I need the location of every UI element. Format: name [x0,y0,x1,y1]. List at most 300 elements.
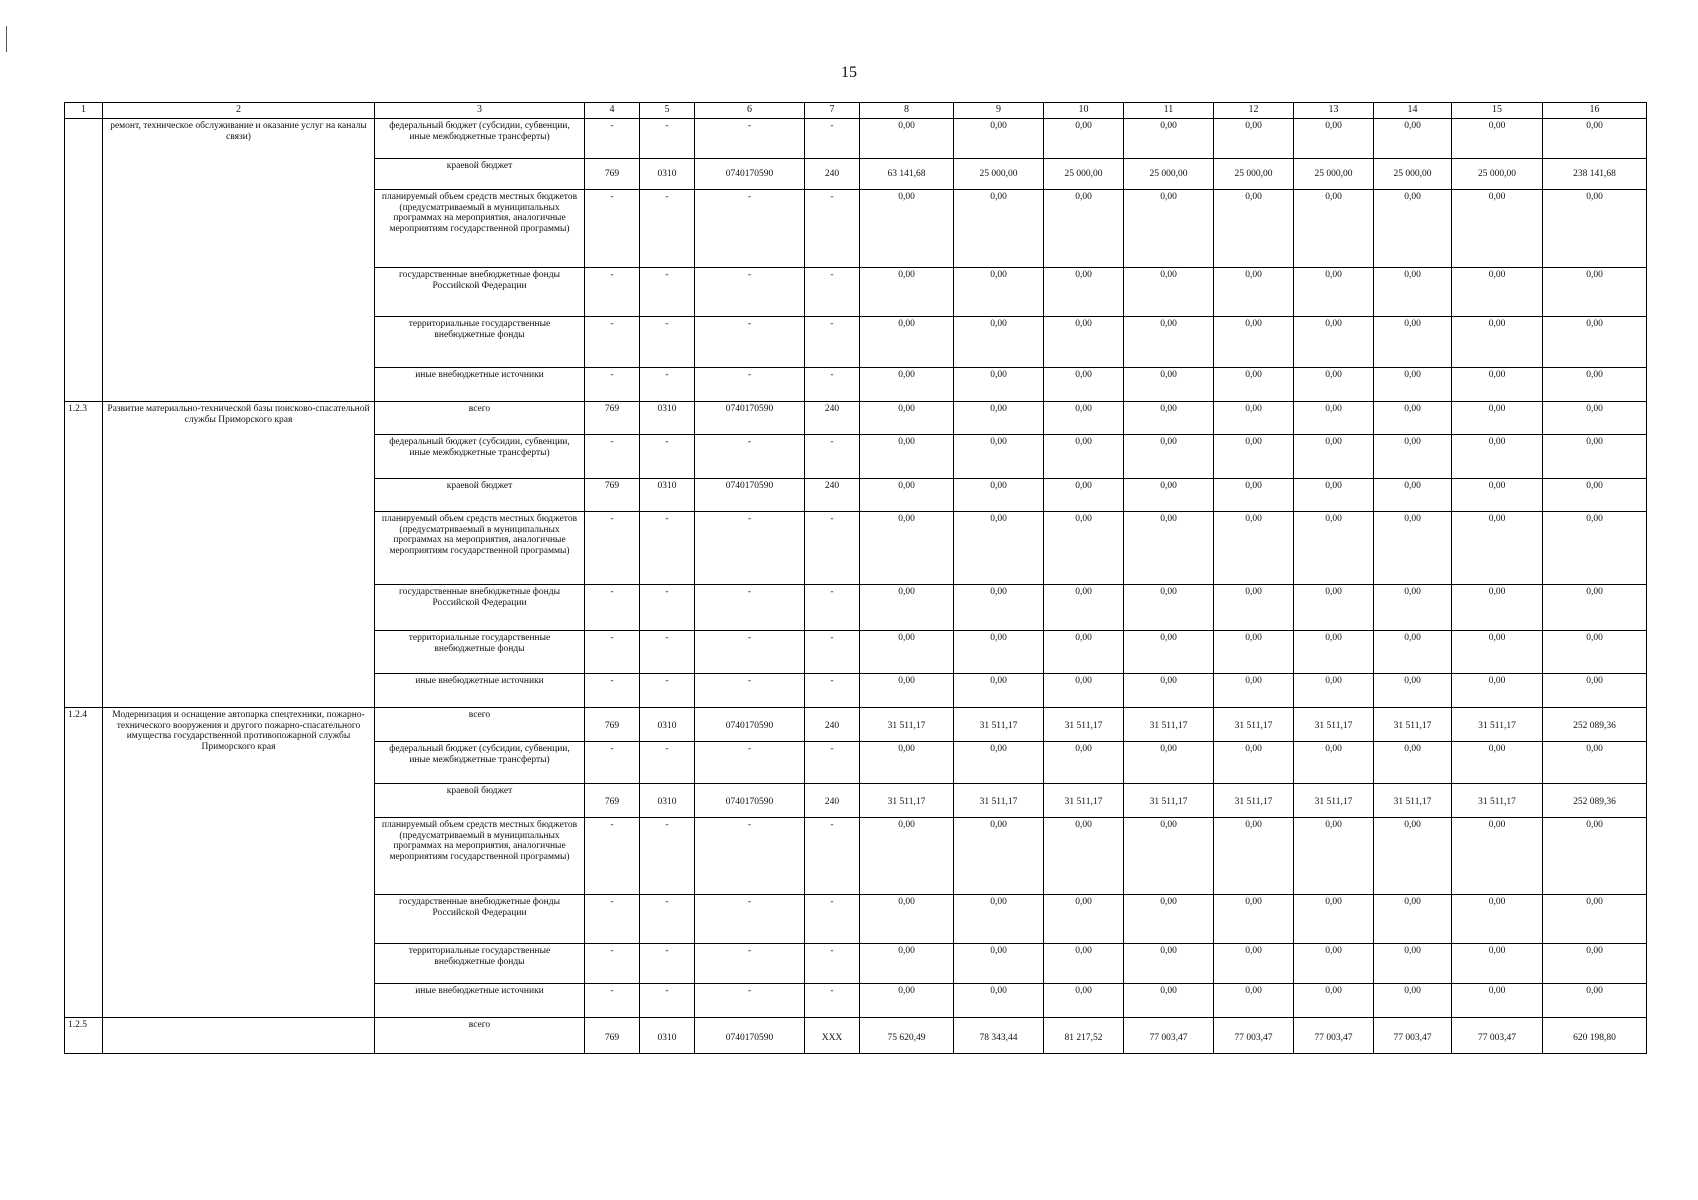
budget-code-cell: 0740170590 [695,159,805,190]
budget-code-cell: - [640,317,695,368]
column-header-4: 4 [585,103,640,119]
funding-source: иные внебюджетные источники [375,984,585,1018]
funding-source: государственные внебюджетные фонды Российской Федерации [375,895,585,944]
amount-cell: 0,00 [1374,402,1452,435]
item-index [65,119,103,402]
budget-code-cell: - [695,944,805,984]
budget-code-cell: 0740170590 [695,708,805,742]
amount-cell: 0,00 [1374,631,1452,674]
amount-cell: 0,00 [1452,944,1543,984]
amount-cell: 0,00 [1374,944,1452,984]
amount-cell: 0,00 [1214,119,1294,159]
budget-code-cell: 240 [805,479,860,512]
budget-code-cell: - [640,742,695,784]
amount-cell: 0,00 [1124,368,1214,402]
amount-cell: 0,00 [1543,368,1647,402]
budget-code-cell: - [640,119,695,159]
amount-cell: 0,00 [1543,435,1647,479]
column-header-7: 7 [805,103,860,119]
budget-code-cell: - [805,944,860,984]
amount-cell: 25 000,00 [1214,159,1294,190]
amount-cell: 0,00 [954,479,1044,512]
amount-cell: 31 511,17 [1124,784,1214,818]
budget-code-cell: 0740170590 [695,479,805,512]
budget-code-cell: - [640,674,695,708]
amount-cell: 0,00 [860,984,954,1018]
amount-cell: 77 003,47 [1124,1018,1214,1054]
amount-cell: 0,00 [860,818,954,895]
amount-cell: 31 511,17 [1294,708,1374,742]
amount-cell: 0,00 [860,742,954,784]
column-header-15: 15 [1452,103,1543,119]
amount-cell: 78 343,44 [954,1018,1044,1054]
amount-cell: 0,00 [1044,119,1124,159]
funding-source: краевой бюджет [375,479,585,512]
page-number: 15 [841,64,857,81]
amount-cell: 0,00 [954,512,1044,585]
table-row [65,1018,1647,1054]
budget-code-cell: - [640,585,695,631]
column-header-10: 10 [1044,103,1124,119]
amount-cell: 75 620,49 [860,1018,954,1054]
budget-code-cell: - [585,944,640,984]
amount-cell: 0,00 [1452,512,1543,585]
amount-cell: 0,00 [1543,674,1647,708]
budget-code-cell: 0310 [640,402,695,435]
amount-cell: 0,00 [1214,512,1294,585]
amount-cell: 252 089,36 [1543,708,1647,742]
amount-cell: 0,00 [1374,317,1452,368]
amount-cell: 0,00 [1214,895,1294,944]
budget-code-cell: - [805,268,860,317]
amount-cell: 0,00 [954,944,1044,984]
budget-code-cell: 0310 [640,708,695,742]
budget-code-cell: - [640,895,695,944]
amount-cell: 0,00 [954,435,1044,479]
amount-cell: 25 000,00 [1452,159,1543,190]
amount-cell: 31 511,17 [1214,784,1294,818]
budget-code-cell: - [805,984,860,1018]
funding-source: федеральный бюджет (субсидии, субвенции, иные межбюджетные трансферты) [375,742,585,784]
amount-cell: 0,00 [1044,190,1124,268]
amount-cell: 0,00 [1452,317,1543,368]
amount-cell: 0,00 [1452,818,1543,895]
budget-code-cell: - [695,895,805,944]
budget-code-cell: - [585,984,640,1018]
column-header-16: 16 [1543,103,1647,119]
amount-cell: 0,00 [1044,818,1124,895]
budget-code-cell: 240 [805,402,860,435]
amount-cell: 0,00 [1124,479,1214,512]
amount-cell: 0,00 [1214,479,1294,512]
table-body [65,119,1647,1054]
amount-cell: 0,00 [860,479,954,512]
budget-code-cell: - [585,190,640,268]
budget-code-cell: XXX [805,1018,860,1054]
amount-cell: 0,00 [1124,631,1214,674]
budget-code-cell: - [695,119,805,159]
amount-cell: 0,00 [1543,317,1647,368]
amount-cell: 31 511,17 [1374,708,1452,742]
budget-code-cell: - [805,674,860,708]
amount-cell: 25 000,00 [1294,159,1374,190]
column-header-8: 8 [860,103,954,119]
table-row [65,708,1647,742]
budget-code-cell: - [805,818,860,895]
funding-source: территориальные государственные внебюджетные фонды [375,631,585,674]
funding-source: краевой бюджет [375,784,585,818]
funding-source: государственные внебюджетные фонды Российской Федерации [375,268,585,317]
amount-cell: 0,00 [1543,479,1647,512]
amount-cell: 0,00 [1294,984,1374,1018]
amount-cell: 0,00 [1044,944,1124,984]
item-name: Модернизация и оснащение автопарка спецтехники, пожарно-технического вооружения и другого пожарно-спасательного имущества государственной противопожарной службы Приморского края [103,708,375,1018]
amount-cell: 77 003,47 [1214,1018,1294,1054]
amount-cell: 0,00 [860,317,954,368]
budget-code-cell: - [585,119,640,159]
amount-cell: 31 511,17 [860,708,954,742]
amount-cell: 0,00 [1374,742,1452,784]
budget-code-cell: 0310 [640,1018,695,1054]
budget-code-cell: 0740170590 [695,1018,805,1054]
budget-code-cell: - [695,512,805,585]
budget-code-cell: - [805,119,860,159]
item-index: 1.2.3 [65,402,103,708]
amount-cell: 252 089,36 [1543,784,1647,818]
budget-code-cell: - [585,435,640,479]
amount-cell: 0,00 [954,674,1044,708]
amount-cell: 0,00 [1374,435,1452,479]
amount-cell: 31 511,17 [1294,784,1374,818]
amount-cell: 0,00 [1294,895,1374,944]
column-header-2: 2 [103,103,375,119]
amount-cell: 0,00 [1044,674,1124,708]
budget-code-cell: - [805,435,860,479]
amount-cell: 0,00 [860,631,954,674]
column-header-1: 1 [65,103,103,119]
amount-cell: 0,00 [1543,402,1647,435]
header-row [65,103,1647,119]
amount-cell: 0,00 [1452,402,1543,435]
amount-cell: 25 000,00 [1374,159,1452,190]
budget-code-cell: 0740170590 [695,402,805,435]
amount-cell: 0,00 [860,944,954,984]
amount-cell: 0,00 [1294,512,1374,585]
budget-code-cell: - [805,368,860,402]
budget-code-cell: - [585,512,640,585]
amount-cell: 0,00 [1044,368,1124,402]
budget-table [64,102,1647,1054]
amount-cell: 63 141,68 [860,159,954,190]
amount-cell: 0,00 [1294,317,1374,368]
budget-code-cell: - [695,984,805,1018]
funding-source: иные внебюджетные источники [375,674,585,708]
budget-code-cell: - [805,512,860,585]
amount-cell: 0,00 [1214,585,1294,631]
amount-cell: 0,00 [954,818,1044,895]
amount-cell: 620 198,80 [1543,1018,1647,1054]
amount-cell: 238 141,68 [1543,159,1647,190]
budget-code-cell: - [640,944,695,984]
amount-cell: 0,00 [1294,368,1374,402]
budget-code-cell: 240 [805,708,860,742]
amount-cell: 0,00 [1124,944,1214,984]
amount-cell: 0,00 [954,895,1044,944]
budget-code-cell: - [585,818,640,895]
amount-cell: 0,00 [1214,317,1294,368]
amount-cell: 31 511,17 [1044,784,1124,818]
budget-code-cell: - [585,674,640,708]
amount-cell: 0,00 [1124,435,1214,479]
column-header-6: 6 [695,103,805,119]
amount-cell: 0,00 [1543,895,1647,944]
budget-code-cell: 0310 [640,784,695,818]
amount-cell: 0,00 [1124,674,1214,708]
amount-cell: 0,00 [1044,402,1124,435]
amount-cell: 0,00 [1452,119,1543,159]
amount-cell: 0,00 [1294,944,1374,984]
budget-code-cell: - [585,742,640,784]
amount-cell: 0,00 [1294,190,1374,268]
budget-code-cell: 769 [585,159,640,190]
amount-cell: 31 511,17 [1452,784,1543,818]
amount-cell: 0,00 [860,190,954,268]
column-header-13: 13 [1294,103,1374,119]
column-header-9: 9 [954,103,1044,119]
amount-cell: 0,00 [1124,317,1214,368]
budget-code-cell: - [640,818,695,895]
budget-code-cell: - [585,317,640,368]
amount-cell: 77 003,47 [1374,1018,1452,1054]
budget-code-cell: - [695,190,805,268]
budget-code-cell: 769 [585,402,640,435]
amount-cell: 0,00 [1294,585,1374,631]
scan-edge-mark [6,26,7,52]
amount-cell: 0,00 [1124,742,1214,784]
budget-code-cell: 240 [805,159,860,190]
amount-cell: 0,00 [1044,585,1124,631]
budget-code-cell: - [585,585,640,631]
amount-cell: 0,00 [860,368,954,402]
budget-code-cell: - [640,435,695,479]
budget-code-cell: - [585,895,640,944]
amount-cell: 0,00 [1374,818,1452,895]
amount-cell: 0,00 [1214,402,1294,435]
amount-cell: 0,00 [1214,631,1294,674]
amount-cell: 0,00 [1214,190,1294,268]
funding-source: краевой бюджет [375,159,585,190]
budget-code-cell: - [695,368,805,402]
amount-cell: 0,00 [1044,742,1124,784]
amount-cell: 0,00 [1543,742,1647,784]
amount-cell: 0,00 [1452,268,1543,317]
amount-cell: 0,00 [860,268,954,317]
budget-code-cell: 769 [585,479,640,512]
budget-code-cell: - [695,631,805,674]
amount-cell: 25 000,00 [1044,159,1124,190]
amount-cell: 0,00 [1214,984,1294,1018]
amount-cell: 0,00 [1124,402,1214,435]
amount-cell: 0,00 [1124,984,1214,1018]
budget-code-cell: - [805,742,860,784]
column-header-5: 5 [640,103,695,119]
budget-code-cell: - [585,631,640,674]
amount-cell: 0,00 [1374,512,1452,585]
amount-cell: 0,00 [1452,895,1543,944]
amount-cell: 0,00 [1294,674,1374,708]
amount-cell: 0,00 [1452,674,1543,708]
amount-cell: 0,00 [954,368,1044,402]
amount-cell: 31 511,17 [1044,708,1124,742]
budget-code-cell: 0310 [640,159,695,190]
amount-cell: 0,00 [1374,268,1452,317]
amount-cell: 0,00 [1214,674,1294,708]
amount-cell: 0,00 [1543,585,1647,631]
amount-cell: 0,00 [1374,119,1452,159]
amount-cell: 0,00 [860,585,954,631]
budget-code-cell: 769 [585,708,640,742]
amount-cell: 0,00 [1543,268,1647,317]
amount-cell: 0,00 [1452,742,1543,784]
amount-cell: 0,00 [1452,368,1543,402]
amount-cell: 0,00 [1294,435,1374,479]
amount-cell: 0,00 [1374,674,1452,708]
funding-source: федеральный бюджет (субсидии, субвенции, иные межбюджетные трансферты) [375,435,585,479]
budget-code-cell: - [695,435,805,479]
funding-source: планируемый объем средств местных бюджетов (предусматриваемый в муниципальных программах на мероприятия, аналогичные мероприятиям государственной программы) [375,190,585,268]
funding-source: территориальные государственные внебюджетные фонды [375,944,585,984]
budget-code-cell: 0310 [640,479,695,512]
amount-cell: 0,00 [954,190,1044,268]
amount-cell: 0,00 [1214,368,1294,402]
budget-code-cell: - [805,317,860,368]
amount-cell: 0,00 [1044,512,1124,585]
amount-cell: 0,00 [1294,402,1374,435]
amount-cell: 0,00 [954,631,1044,674]
amount-cell: 0,00 [954,585,1044,631]
amount-cell: 31 511,17 [1374,784,1452,818]
amount-cell: 0,00 [1044,895,1124,944]
amount-cell: 0,00 [1452,190,1543,268]
amount-cell: 0,00 [1044,317,1124,368]
amount-cell: 0,00 [1543,944,1647,984]
funding-source: планируемый объем средств местных бюджетов (предусматриваемый в муниципальных программах на мероприятия, аналогичные мероприятиям государственной программы) [375,818,585,895]
amount-cell: 0,00 [1374,368,1452,402]
amount-cell: 0,00 [1294,631,1374,674]
column-header-11: 11 [1124,103,1214,119]
amount-cell: 0,00 [1124,119,1214,159]
amount-cell: 0,00 [1214,435,1294,479]
amount-cell: 0,00 [1044,268,1124,317]
amount-cell: 0,00 [1124,585,1214,631]
amount-cell: 31 511,17 [954,784,1044,818]
budget-code-cell: - [640,631,695,674]
amount-cell: 0,00 [1543,631,1647,674]
amount-cell: 0,00 [1294,818,1374,895]
budget-code-cell: - [640,368,695,402]
amount-cell: 0,00 [860,512,954,585]
amount-cell: 0,00 [1543,818,1647,895]
column-header-12: 12 [1214,103,1294,119]
amount-cell: 0,00 [1374,984,1452,1018]
amount-cell: 31 511,17 [860,784,954,818]
funding-source: планируемый объем средств местных бюджетов (предусматриваемый в муниципальных программах на мероприятия, аналогичные мероприятиям государственной программы) [375,512,585,585]
amount-cell: 0,00 [1124,268,1214,317]
amount-cell: 0,00 [1543,984,1647,1018]
amount-cell: 0,00 [954,742,1044,784]
funding-source: территориальные государственные внебюджетные фонды [375,317,585,368]
amount-cell: 25 000,00 [954,159,1044,190]
amount-cell: 0,00 [954,402,1044,435]
amount-cell: 0,00 [1543,512,1647,585]
amount-cell: 0,00 [1452,585,1543,631]
amount-cell: 0,00 [1294,479,1374,512]
column-header-3: 3 [375,103,585,119]
item-name: Развитие материально-технической базы поисково-спасательной службы Приморского края [103,402,375,708]
amount-cell: 0,00 [860,119,954,159]
amount-cell: 0,00 [1374,190,1452,268]
item-index: 1.2.5 [65,1018,103,1054]
budget-code-cell: - [585,268,640,317]
budget-code-cell: - [695,585,805,631]
amount-cell: 0,00 [954,317,1044,368]
amount-cell: 0,00 [1124,818,1214,895]
budget-code-cell: 240 [805,784,860,818]
budget-code-cell: - [695,742,805,784]
amount-cell: 0,00 [1214,944,1294,984]
amount-cell: 31 511,17 [954,708,1044,742]
amount-cell: 0,00 [1124,895,1214,944]
item-name [103,1018,375,1054]
budget-code-cell: - [695,674,805,708]
budget-code-cell: 769 [585,1018,640,1054]
budget-code-cell: - [805,895,860,944]
amount-cell: 0,00 [860,895,954,944]
funding-source: федеральный бюджет (субсидии, субвенции, иные межбюджетные трансферты) [375,119,585,159]
amount-cell: 81 217,52 [1044,1018,1124,1054]
amount-cell: 0,00 [1294,742,1374,784]
amount-cell: 0,00 [860,402,954,435]
amount-cell: 0,00 [1214,268,1294,317]
budget-code-cell: - [805,190,860,268]
amount-cell: 0,00 [1374,479,1452,512]
funding-source: всего [375,1018,585,1054]
amount-cell: 0,00 [1452,984,1543,1018]
item-index: 1.2.4 [65,708,103,1018]
amount-cell: 0,00 [954,984,1044,1018]
amount-cell: 0,00 [1214,818,1294,895]
budget-code-cell: - [640,190,695,268]
amount-cell: 0,00 [1294,268,1374,317]
amount-cell: 0,00 [1543,119,1647,159]
budget-code-cell: - [695,268,805,317]
budget-code-cell: - [640,984,695,1018]
amount-cell: 31 511,17 [1452,708,1543,742]
budget-code-cell: - [805,585,860,631]
amount-cell: 0,00 [860,435,954,479]
amount-cell: 0,00 [1543,190,1647,268]
funding-source: государственные внебюджетные фонды Российской Федерации [375,585,585,631]
amount-cell: 0,00 [1044,479,1124,512]
amount-cell: 0,00 [1044,984,1124,1018]
budget-code-cell: - [695,317,805,368]
budget-code-cell: - [585,368,640,402]
amount-cell: 31 511,17 [1214,708,1294,742]
amount-cell: 0,00 [1124,190,1214,268]
amount-cell: 0,00 [1124,512,1214,585]
amount-cell: 0,00 [1044,435,1124,479]
amount-cell: 77 003,47 [1452,1018,1543,1054]
